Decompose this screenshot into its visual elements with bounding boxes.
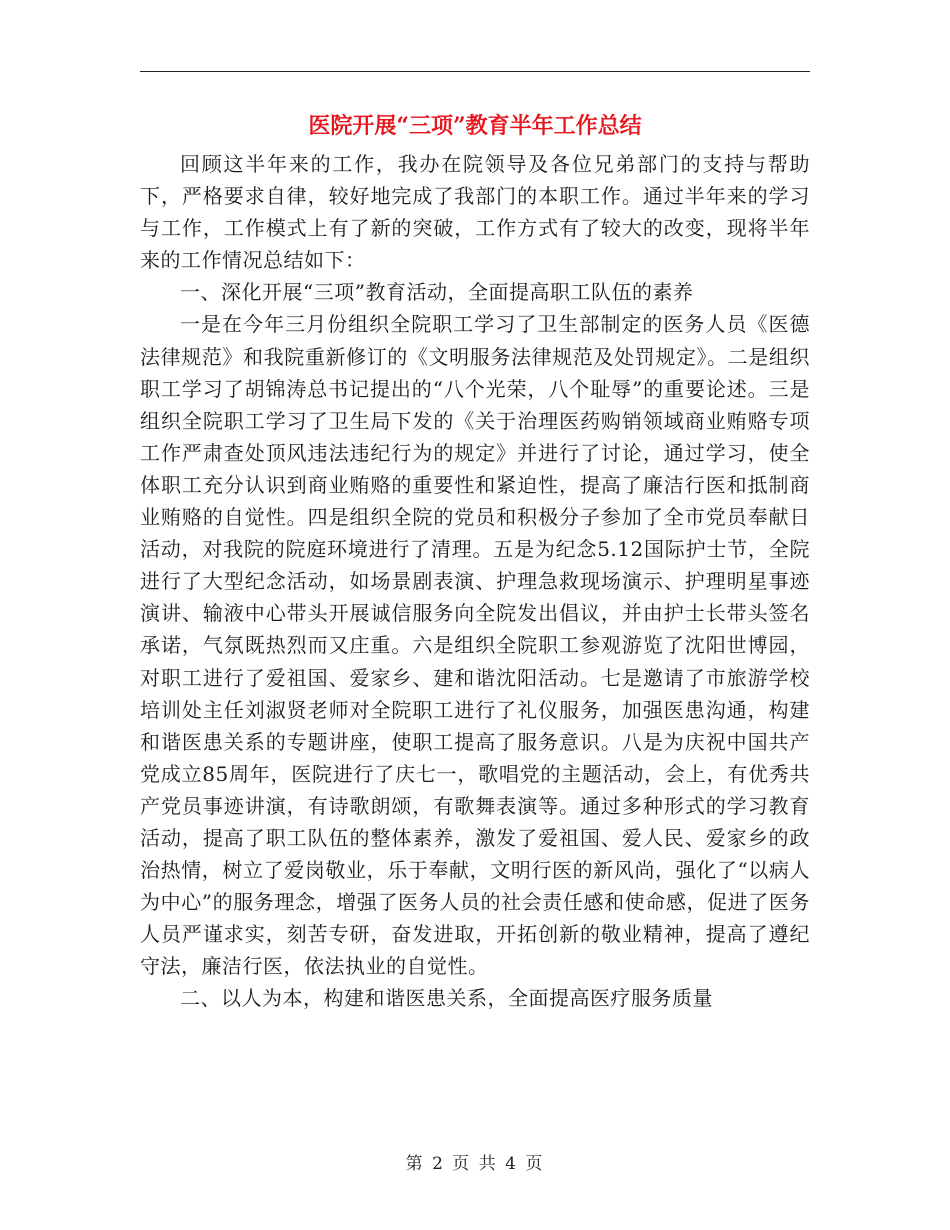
header-rule [140, 71, 810, 72]
section-1-paragraph: 一是在今年三月份组织全院职工学习了卫生部制定的医务人员《医德法律规范》和我院重新修订的《文明服务法律规范及处罚规定》。二是组织职工学习了胡锦涛总书记提出的“八个光荣，八个耻辱”的重要论述。三是组织全院职工学习了卫生局下发的《关于治理医药购销领域商业贿赂专项工作严肃查处顶风违法违纪行为的规定》并进行了讨论，通过学习，使全体职工充分认识到商业贿赂的重要性和紧迫性，提高了廉洁行医和抵制商业贿赂的自觉性。四是组织全院的党员和积极分子参加了全市党员奉献日活动，对我院的院庭环境进行了清理。五是为纪念5.12国际护士节，全院进行了大型纪念活动，如场景剧表演、护理急救现场演示、护理明星事迹演讲、输液中心带头开展诚信服务向全院发出倡议，并由护士长带头签名承诺，气氛既热烈而又庄重。六是组织全院职工参观游览了沈阳世博园，对职工进行了爱祖国、爱家乡、建和谐沈阳活动。七是邀请了市旅游学校培训处主任刘淑贤老师对全院职工进行了礼仪服务，加强医患沟通，构建和谐医患关系的专题讲座，使职工提高了服务意识。八是为庆祝中国共产党成立85周年，医院进行了庆七一，歌唱党的主题活动，会上，有优秀共产党员事迹讲演，有诗歌朗颂，有歌舞表演等。通过多种形式的学习教育活动，提高了职工队伍的整体素养，激发了爱祖国、爱人民、爱家乡的政治热情，树立了爱岗敬业，乐于奉献，文明行医的新风尚，强化了“以病人为中心”的服务理念，增强了医务人员的社会责任感和使命感，促进了医务人员严谨求实，刻苦专研，奋发进取，开拓创新的敬业精神，提高了遵纪守法，廉洁行医，依法执业的自觉性。 [140, 312, 810, 979]
page-number-footer: 第 2 页 共 4 页 [405, 1154, 545, 1174]
document-title: 医院开展“三项”教育半年工作总结 [308, 113, 642, 139]
section-1-heading: 一、深化开展“三项”教育活动，全面提高职工队伍的素养 [180, 280, 694, 305]
section-2-heading: 二、以人为本，构建和谐医患关系，全面提高医疗服务质量 [180, 986, 713, 1011]
intro-paragraph: 回顾这半年来的工作，我办在院领导及各位兄弟部门的支持与帮助下，严格要求自律，较好地完成了我部门的本职工作。通过半年来的学习与工作，工作模式上有了新的突破，工作方式有了较大的改变，现将半年来的工作情况总结如下： [140, 152, 810, 273]
document-body [140, 148, 810, 1015]
